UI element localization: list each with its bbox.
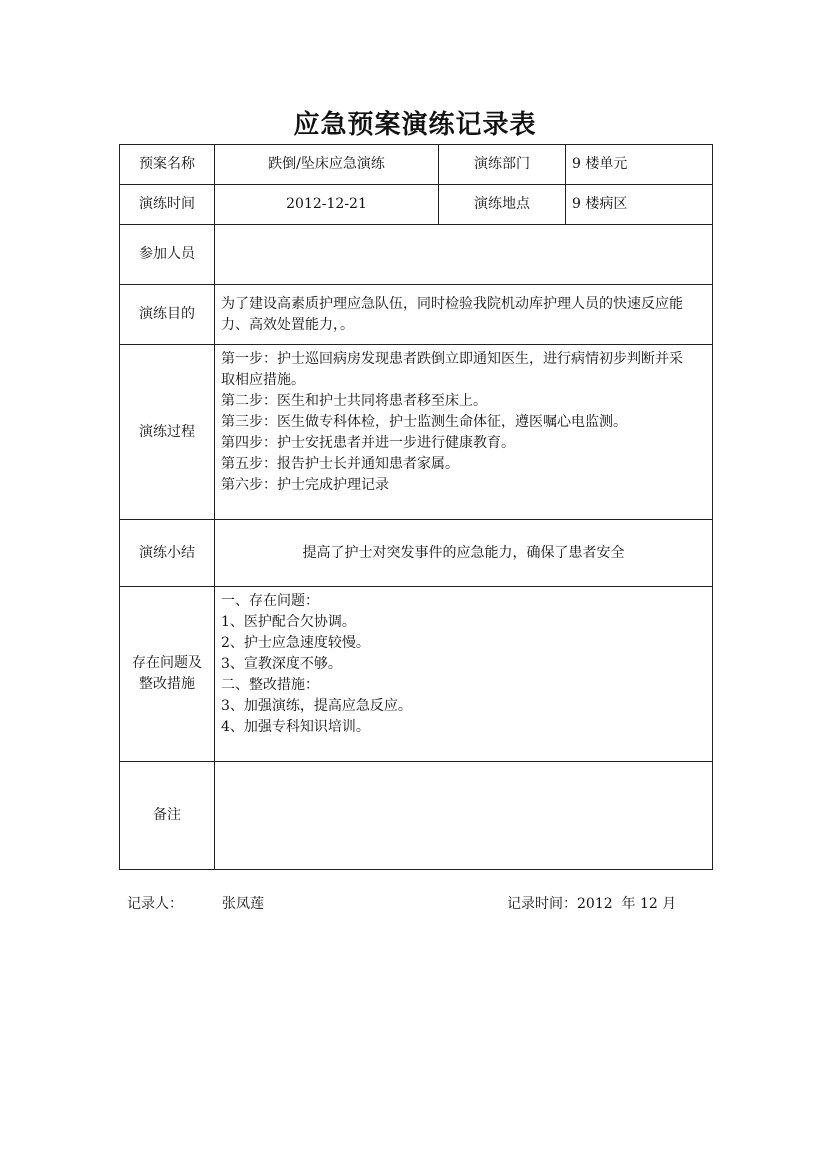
process-step: 第六步：护士完成护理记录 [221, 477, 389, 493]
record-time [507, 893, 676, 913]
purpose-line: 力、高效处置能力，。 [221, 316, 354, 333]
issues-line: 二、整改措施： [221, 677, 319, 693]
issues-line: 1、医护配合欠协调。 [221, 614, 356, 630]
process-value [215, 345, 713, 520]
row-participants [120, 225, 713, 285]
location-label: 演练地点 [439, 185, 566, 225]
purpose-label: 演练目的 [120, 285, 215, 345]
process-step: 第二步：医生和护士共同将患者移至床上。 [221, 393, 487, 409]
page-title: 应急预案演练记录表 [293, 110, 537, 140]
issues-value [215, 587, 713, 762]
record-time-label: 记录时间： [507, 896, 577, 912]
purpose-value [215, 285, 713, 345]
participants-value [215, 225, 713, 285]
row-summary [120, 520, 713, 587]
location-value: 9 楼病区 [566, 185, 713, 225]
time-label: 演练时间 [120, 185, 215, 225]
recorder-name: 张凤莲 [222, 896, 264, 912]
process-step: 第三步：医生做专科体检，护士监测生命体征，遵医嘱心电监测。 [221, 414, 627, 430]
row-time [120, 185, 713, 225]
issues-line: 4、加强专科知识培训。 [221, 719, 370, 735]
issues-line: 3、宣教深度不够。 [221, 656, 342, 672]
record-time-value: 2012 年 12 月 [577, 896, 677, 912]
dept-value: 9 楼单元 [566, 145, 713, 185]
remarks-value [215, 762, 713, 870]
process-step: 第五步：报告护士长并通知患者家属。 [221, 456, 459, 472]
process-label: 演练过程 [120, 345, 215, 520]
summary-value: 提高了护士对突发事件的应急能力，确保了患者安全 [215, 520, 713, 587]
issues-label-line: 存在问题及 [132, 655, 202, 671]
row-remarks [120, 762, 713, 870]
plan-name-label: 预案名称 [120, 145, 215, 185]
row-plan-name [120, 145, 713, 185]
issues-label-line: 整改措施 [139, 676, 195, 692]
plan-name-value: 跌倒/坠床应急演练 [215, 145, 439, 185]
issues-line: 3、加强演练，提高应急反应。 [221, 698, 412, 714]
process-step: 第一步：护士巡回病房发现患者跌倒立即通知医生，进行病情初步判断并采 [221, 351, 683, 367]
recorder-label: 记录人： [127, 896, 183, 912]
time-value: 2012-12-21 [215, 185, 439, 225]
summary-label: 演练小结 [120, 520, 215, 587]
participants-label: 参加人员 [120, 225, 215, 285]
issues-line: 2、护士应急速度较慢。 [221, 635, 370, 651]
row-purpose [120, 285, 713, 345]
dept-label: 演练部门 [439, 145, 566, 185]
issues-line: 一、存在问题： [221, 593, 319, 609]
process-step: 第四步：护士安抚患者并进一步进行健康教育。 [221, 435, 515, 451]
process-step: 取相应措施。 [221, 372, 305, 388]
row-process [120, 345, 713, 520]
drill-record-table [119, 144, 713, 870]
remarks-label: 备注 [120, 762, 215, 870]
row-issues [120, 587, 713, 762]
issues-label [120, 587, 215, 762]
purpose-line: 为了建设高素质护理应急队伍，同时检验我院机动库护理人员的快速反应能 [221, 295, 683, 312]
